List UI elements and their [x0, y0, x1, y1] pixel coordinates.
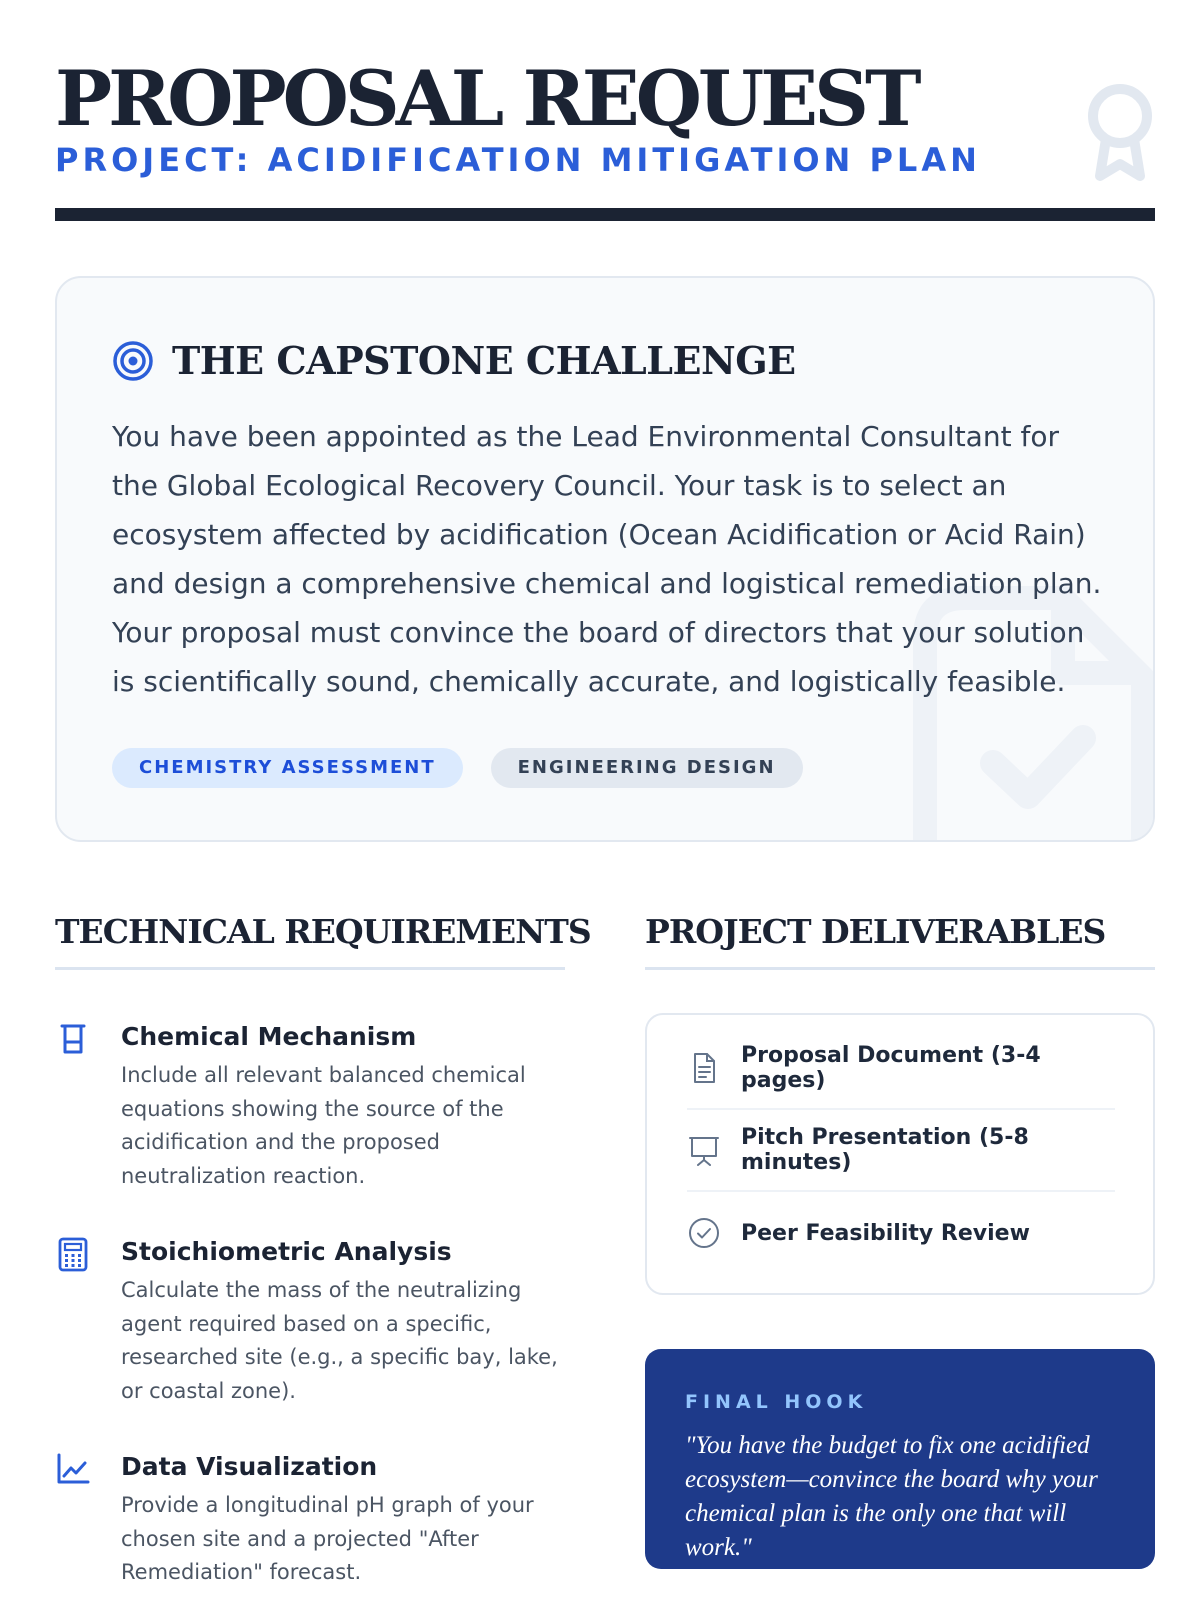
challenge-heading: [112, 338, 796, 383]
deliverable-peer-review: [687, 1192, 1115, 1274]
deliverable-label: Proposal Document (3-4 pages): [741, 1043, 1041, 1093]
requirement-text: Calculate the mass of the neutralizing agent required based on a specific, researched site (e.g., a specific bay, lake, or coastal zone).: [121, 1278, 558, 1403]
challenge-title: THE CAPSTONE CHALLENGE: [172, 338, 796, 383]
requirement-title: Data Visualization: [121, 1452, 378, 1481]
challenge-card: [55, 276, 1155, 842]
requirement-text: Include all relevant balanced chemical equations showing the source of the acidification and the proposed neutralization reaction.: [121, 1063, 526, 1188]
line-chart-icon: [55, 1451, 91, 1487]
hook-label: FINAL HOOK: [685, 1391, 868, 1413]
requirements-divider: [55, 967, 565, 970]
deliverable-label: Peer Feasibility Review: [741, 1220, 1030, 1246]
challenge-description: You have been appointed as the Lead Environmental Consultant for the Global Ecological Recovery Council. Your task is to select an ecosystem affected by acidification (Ocean Acidification or Acid Rain) and design a comprehensive chemical and logistical remediation plan. Your proposal must convince the board of directors that your solution is scientifically sound, chemically accurate, and logistically feasible.: [112, 420, 1102, 698]
tag-engineering-design: ENGINEERING DESIGN: [491, 748, 803, 788]
deliverables-card: [645, 1013, 1155, 1295]
deliverable-proposal-document: [687, 1028, 1115, 1110]
deliverables-heading: PROJECT DELIVERABLES: [645, 912, 1106, 951]
calculator-icon: [55, 1236, 91, 1272]
deliverable-label: Pitch Presentation (5-8 minutes): [741, 1125, 1029, 1175]
requirement-text: Provide a longitudinal pH graph of your chosen site and a projected "After Remediation" forecast.: [121, 1493, 534, 1584]
page-subtitle: PROJECT: ACIDIFICATION MITIGATION PLAN: [55, 141, 981, 179]
requirement-stoichiometric-analysis: [55, 1236, 565, 1406]
tag-chemistry-assessment: CHEMISTRY ASSESSMENT: [112, 748, 463, 788]
target-icon: [112, 340, 154, 382]
requirement-title: Stoichiometric Analysis: [121, 1237, 452, 1266]
presentation-icon: [687, 1133, 721, 1167]
final-hook-card: [645, 1349, 1155, 1569]
beaker-icon: [55, 1021, 91, 1057]
page-title: PROPOSAL REQUEST: [55, 54, 918, 143]
requirement-title: Chemical Mechanism: [121, 1022, 417, 1051]
requirement-data-visualization: [55, 1451, 565, 1591]
header: [55, 56, 1155, 226]
requirement-chemical-mechanism: [55, 1021, 565, 1191]
hook-quote: "You have the budget to fix one acidified ecosystem—convince the board why your chemical plan is the only one that will work.": [685, 1432, 1098, 1561]
award-ribbon-icon: [1070, 76, 1170, 186]
requirements-heading: TECHNICAL REQUIREMENTS: [55, 912, 591, 951]
deliverable-pitch-presentation: [687, 1110, 1115, 1192]
tag-list: [112, 748, 803, 788]
check-circle-icon: [687, 1216, 721, 1250]
header-divider: [55, 208, 1155, 221]
deliverables-divider: [645, 967, 1155, 970]
document-icon: [687, 1051, 721, 1085]
